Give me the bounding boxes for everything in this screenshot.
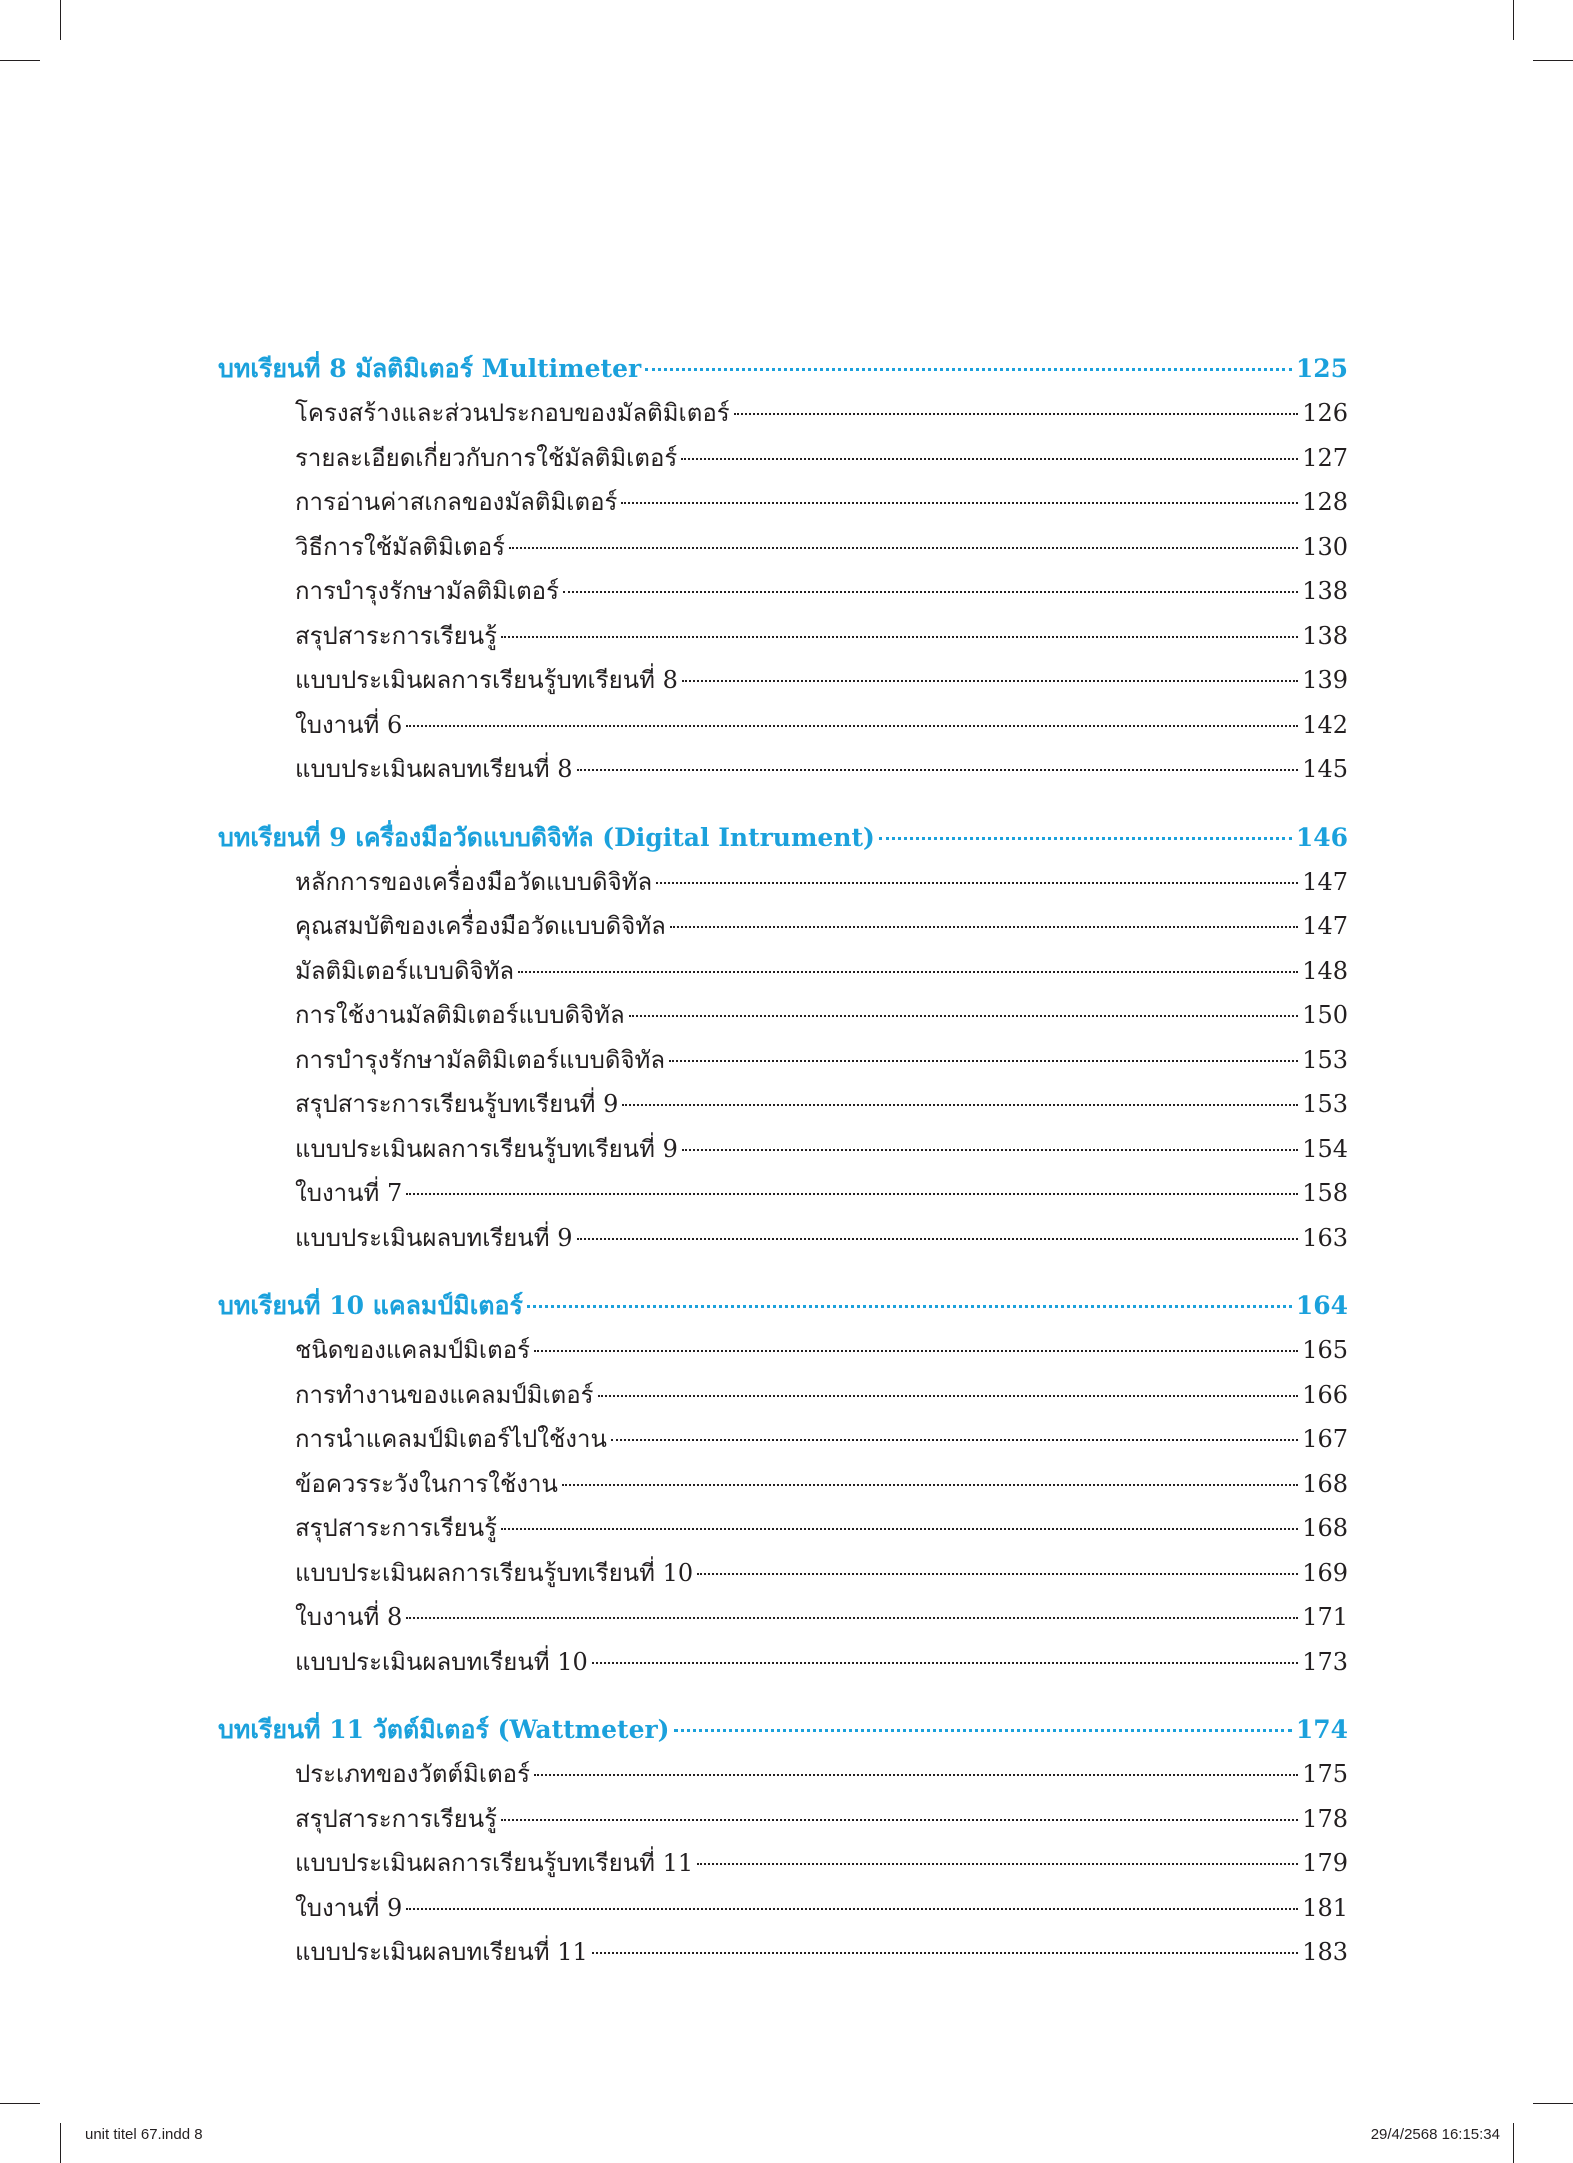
dot-leader (509, 547, 1298, 549)
entry-title: ข้อควรระวังในการใช้งาน (295, 1469, 558, 1498)
entry-page-number: 126 (1302, 399, 1348, 427)
dot-leader (622, 1104, 1298, 1106)
entry-page-number: 168 (1302, 1514, 1348, 1542)
dot-leader (656, 882, 1298, 884)
dot-leader (518, 971, 1298, 973)
crop-mark (1513, 2123, 1514, 2163)
chapter-title: บทเรียนที่ 10 แคลมป์มิเตอร์ (218, 1291, 523, 1320)
entry-title: การอ่านค่าสเกลของมัลติมิเตอร์ (295, 488, 618, 516)
entry-page-number: 167 (1302, 1425, 1348, 1453)
entry-title: การทำงานของแคลมป์มิเตอร์ (295, 1380, 594, 1409)
entry-page-number: 138 (1302, 621, 1348, 650)
entry-title: มัลติมิเตอร์แบบดิจิทัล (295, 956, 515, 985)
entry-title: ใบงานที่ 9 (295, 1893, 403, 1922)
toc-entry[interactable] (218, 480, 1348, 525)
entry-title: คุณสมบัติของเครื่องมือวัดแบบดิจิทัล (295, 912, 666, 940)
toc-chapter-row[interactable] (218, 347, 1348, 391)
table-of-contents (218, 347, 1348, 1975)
entry-title: สรุปสาระการเรียนรู้ (295, 1514, 498, 1542)
toc-entry[interactable] (218, 1595, 1348, 1640)
chapter-page-number: 125 (1295, 354, 1348, 383)
entry-title: ใบงานที่ 8 (295, 1603, 403, 1631)
entry-page-number: 153 (1302, 1045, 1348, 1074)
entry-title: หลักการของเครื่องมือวัดแบบดิจิทัล (295, 867, 653, 896)
dot-leader (577, 1238, 1299, 1240)
entry-title: แบบประเมินผลการเรียนรู้บทเรียนที่ 9 (295, 1134, 678, 1163)
toc-entry[interactable] (218, 860, 1348, 905)
entry-title: แบบประเมินผลการเรียนรู้บทเรียนที่ 8 (295, 666, 678, 694)
toc-entry[interactable] (218, 1216, 1348, 1261)
toc-entry[interactable] (218, 614, 1348, 659)
dot-leader (406, 1617, 1298, 1619)
dot-leader (501, 636, 1298, 638)
entry-page-number: 148 (1302, 956, 1348, 985)
dot-leader (406, 1193, 1298, 1195)
entry-page-number: 168 (1302, 1469, 1348, 1498)
entry-page-number: 128 (1302, 488, 1348, 516)
entry-page-number: 138 (1302, 577, 1348, 605)
dot-leader (406, 725, 1298, 727)
toc-entry[interactable] (218, 1171, 1348, 1216)
toc-entry[interactable] (218, 1797, 1348, 1842)
chapter-page-number: 174 (1295, 1715, 1348, 1744)
toc-entry[interactable] (218, 747, 1348, 792)
entry-page-number: 183 (1302, 1938, 1348, 1966)
entry-title: แบบประเมินผลบทเรียนที่ 10 (295, 1647, 588, 1676)
dot-leader (527, 1305, 1292, 1308)
entry-title: การนำแคลมป์มิเตอร์ไปใช้งาน (295, 1425, 607, 1453)
toc-entry[interactable] (218, 703, 1348, 748)
dot-leader (670, 926, 1298, 928)
entry-title: ใบงานที่ 7 (295, 1179, 403, 1207)
crop-mark (0, 2103, 40, 2104)
toc-entry[interactable] (218, 1930, 1348, 1975)
dot-leader (501, 1819, 1298, 1821)
toc-entry[interactable] (218, 1551, 1348, 1596)
entry-page-number: 165 (1302, 1336, 1348, 1364)
entry-title: การใช้งานมัลติมิเตอร์แบบดิจิทัล (295, 1001, 625, 1029)
toc-entry[interactable] (218, 1752, 1348, 1797)
crop-mark (60, 0, 61, 40)
dot-leader (681, 458, 1298, 460)
entry-page-number: 169 (1302, 1558, 1348, 1587)
toc-chapter-row[interactable] (218, 816, 1348, 860)
dot-leader (697, 1863, 1298, 1865)
chapter-page-number: 164 (1295, 1291, 1348, 1320)
entry-title: รายละเอียดเกี่ยวกับการใช้มัลติมิเตอร์ (295, 443, 678, 472)
toc-chapter-group (218, 816, 1348, 1261)
dot-leader (697, 1573, 1298, 1575)
entry-page-number: 154 (1302, 1134, 1348, 1163)
dot-leader (645, 368, 1292, 371)
entry-page-number: 142 (1302, 710, 1348, 739)
dot-leader (562, 1484, 1298, 1486)
entry-title: แบบประเมินผลการเรียนรู้บทเรียนที่ 10 (295, 1558, 694, 1587)
entry-title: แบบประเมินผลบทเรียนที่ 11 (295, 1938, 588, 1966)
entry-title: ชนิดของแคลมป์มิเตอร์ (295, 1336, 531, 1364)
dot-leader (674, 1729, 1292, 1732)
entry-title: ประเภทของวัตต์มิเตอร์ (295, 1760, 530, 1788)
crop-mark (1513, 0, 1514, 40)
entry-page-number: 171 (1302, 1603, 1348, 1631)
toc-entry[interactable] (218, 1127, 1348, 1172)
entry-page-number: 158 (1302, 1179, 1348, 1207)
entry-title: แบบประเมินผลบทเรียนที่ 8 (295, 755, 573, 783)
chapter-title: บทเรียนที่ 9 เครื่องมือวัดแบบดิจิทัล (Digital Intrument) (218, 822, 875, 852)
entry-page-number: 178 (1302, 1804, 1348, 1833)
toc-entry[interactable] (218, 658, 1348, 703)
entry-page-number: 181 (1302, 1893, 1348, 1922)
toc-entry[interactable] (218, 949, 1348, 994)
entry-page-number: 175 (1302, 1760, 1348, 1788)
toc-entry[interactable] (218, 1886, 1348, 1931)
dot-leader (734, 413, 1299, 415)
toc-entry[interactable] (218, 391, 1348, 436)
entry-page-number: 173 (1302, 1647, 1348, 1676)
entry-page-number: 139 (1302, 666, 1348, 694)
toc-entry[interactable] (218, 1082, 1348, 1127)
entry-page-number: 179 (1302, 1849, 1348, 1877)
dot-leader (563, 591, 1298, 593)
dot-leader (534, 1350, 1298, 1352)
chapter-page-number: 146 (1295, 822, 1348, 852)
dot-leader (406, 1908, 1298, 1910)
dot-leader (577, 769, 1299, 771)
toc-entry[interactable] (218, 993, 1348, 1038)
dot-leader (682, 680, 1298, 682)
toc-entry[interactable] (218, 904, 1348, 949)
dot-leader (598, 1395, 1299, 1397)
entry-title: สรุปสาระการเรียนรู้ (295, 1804, 498, 1833)
toc-entry[interactable] (218, 1506, 1348, 1551)
toc-entry[interactable] (218, 436, 1348, 481)
toc-chapter-row[interactable] (218, 1708, 1348, 1752)
toc-chapter-group (218, 1708, 1348, 1975)
entry-page-number: 147 (1302, 867, 1348, 896)
crop-mark (60, 2123, 61, 2163)
entry-page-number: 153 (1302, 1090, 1348, 1118)
dot-leader (629, 1015, 1299, 1017)
entry-page-number: 130 (1302, 532, 1348, 561)
entry-page-number: 166 (1302, 1380, 1348, 1409)
entry-page-number: 145 (1302, 755, 1348, 783)
entry-title: โครงสร้างและส่วนประกอบของมัลติมิเตอร์ (295, 399, 730, 427)
dot-leader (501, 1528, 1298, 1530)
toc-entry[interactable] (218, 1373, 1348, 1418)
dot-leader (592, 1952, 1298, 1954)
entry-page-number: 127 (1302, 443, 1348, 472)
slug-filename: unit titel 67.indd 8 (85, 2126, 203, 2143)
toc-entry[interactable] (218, 1640, 1348, 1685)
entry-title: การบำรุงรักษามัลติมิเตอร์แบบดิจิทัล (295, 1045, 666, 1074)
toc-entry[interactable] (218, 1462, 1348, 1507)
toc-entry[interactable] (218, 525, 1348, 570)
entry-title: แบบประเมินผลการเรียนรู้บทเรียนที่ 11 (295, 1849, 694, 1877)
crop-mark (0, 60, 40, 61)
toc-chapter-group (218, 347, 1348, 792)
dot-leader (621, 502, 1298, 504)
toc-entry[interactable] (218, 569, 1348, 614)
dot-leader (669, 1060, 1298, 1062)
entry-page-number: 150 (1302, 1001, 1348, 1029)
entry-page-number: 163 (1302, 1223, 1348, 1252)
slug-timestamp: 29/4/2568 16:15:34 (1370, 2126, 1500, 2143)
dot-leader (879, 837, 1292, 840)
toc-entry[interactable] (218, 1328, 1348, 1373)
dot-leader (534, 1774, 1298, 1776)
entry-title: การบำรุงรักษามัลติมิเตอร์ (295, 577, 559, 605)
crop-mark (1533, 2103, 1573, 2104)
crop-mark (1533, 60, 1573, 61)
entry-title: สรุปสาระการเรียนรู้ (295, 621, 498, 650)
dot-leader (592, 1662, 1298, 1664)
dot-leader (682, 1149, 1298, 1151)
entry-title: สรุปสาระการเรียนรู้บทเรียนที่ 9 (295, 1090, 619, 1118)
entry-title: ใบงานที่ 6 (295, 710, 403, 739)
toc-entry[interactable] (218, 1417, 1348, 1462)
toc-entry[interactable] (218, 1038, 1348, 1083)
entry-page-number: 147 (1302, 912, 1348, 940)
entry-title: แบบประเมินผลบทเรียนที่ 9 (295, 1223, 573, 1252)
dot-leader (611, 1439, 1298, 1441)
chapter-title: บทเรียนที่ 8 มัลติมิเตอร์ Multimeter (218, 354, 642, 383)
toc-entry[interactable] (218, 1841, 1348, 1886)
toc-chapter-row[interactable] (218, 1284, 1348, 1328)
entry-title: วิธีการใช้มัลติมิเตอร์ (295, 532, 506, 561)
toc-chapter-group (218, 1284, 1348, 1684)
chapter-title: บทเรียนที่ 11 วัตต์มิเตอร์ (Wattmeter) (218, 1715, 670, 1744)
